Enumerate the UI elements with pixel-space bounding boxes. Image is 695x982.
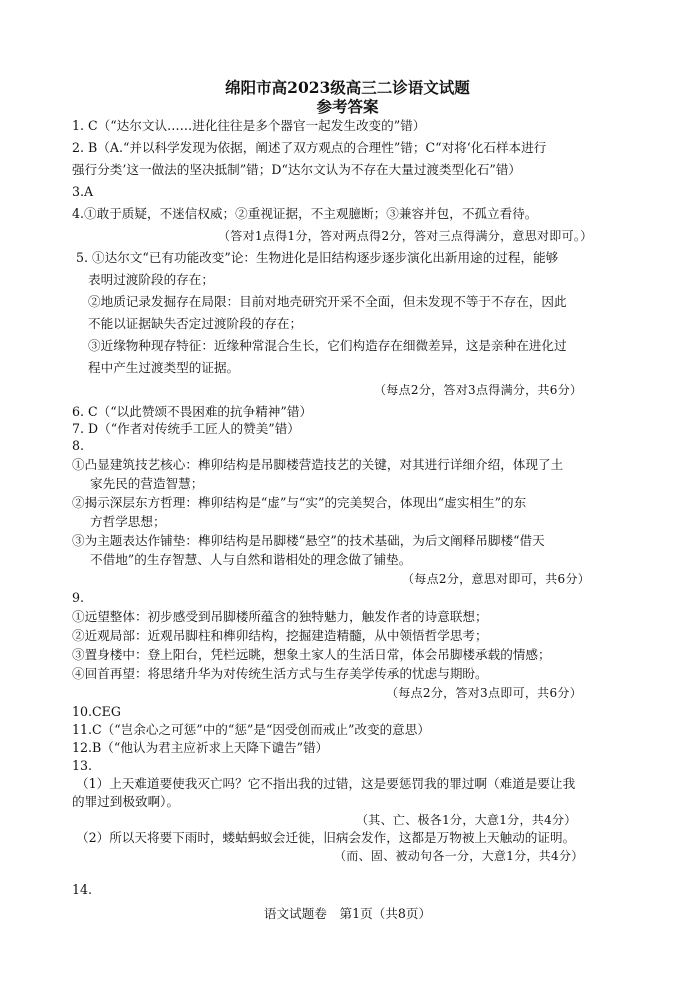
answer-5-scoring-note: （每点2分，答对3点得满分，共6分） — [374, 383, 583, 397]
document-subtitle: 参考答案 — [316, 97, 379, 116]
answer-12: 12.B（“他认为君主应祈求上天降下谴告”错） — [72, 740, 329, 755]
answer-9-point-4: ④回首再望：将思绪升华为对传统生活方式与生存美学传承的忧虑与期盼。 — [72, 666, 488, 681]
answer-3: 3.A — [72, 184, 94, 199]
answer-5-point-1-line-1: 5. ①达尔文“已有功能改变”论：生物进化是旧结构逐步逐步演化出新用途的过程，能够 — [76, 250, 559, 265]
answer-7: 7. D（“作者对传统手工匠人的赞美”错） — [72, 421, 300, 436]
answer-9-point-2: ②近观局部：近观吊脚柱和榫卯结构，挖掘建造精髓，从中领悟哲学思考； — [72, 628, 488, 643]
answer-1: 1. C（“达尔文认……进化往往是多个器官一起发生改变的”错） — [72, 118, 426, 133]
answer-13-label: 13. — [72, 758, 93, 773]
answer-13-1-line-1: （1）上天难道要使我灭亡吗？它不指出我的过错，这是要惩罚我的罪过啊（难道是要让我 — [76, 776, 576, 791]
answer-13-2-scoring-note: （而、固、被动句各一分，大意1分，共4分） — [334, 849, 584, 863]
answer-5-point-2-line-1: ②地质记录发掘存在局限：目前对地壳研究开采不全面，但未发现不等于不存在，因此 — [88, 294, 567, 309]
answer-9-scoring-note: （每点2分，答对3点即可，共6分） — [386, 686, 583, 700]
answer-10: 10.CEG — [72, 704, 121, 719]
answer-8-point-3-line-1: ③为主题表达作铺垫：榫卯结构是吊脚楼“悬空”的技术基础，为后文阐释吊脚楼“借天 — [72, 533, 545, 548]
answer-8-label: 8. — [72, 438, 85, 453]
answer-8-point-2-line-1: ②揭示深层东方哲理：榫卯结构是“虚”与“实”的完美契合，体现出“虚实相生”的东 — [72, 495, 527, 510]
answer-5-point-3-line-1: ③近缘物种现存特征：近缘种常混合生长，它们构造存在细微差异，这是亲种在进化过 — [88, 338, 567, 353]
answer-13-1-line-2: 的罪过到极致啊）。 — [72, 794, 180, 809]
answer-5-point-2-line-2: 不能以证据缺失否定过渡阶段的存在； — [88, 316, 303, 331]
answer-9-label: 9. — [72, 590, 85, 605]
answer-13-2: （2）所以天将要下雨时，蝼蛄蚂蚁会迁徙，旧病会发作，这都是万物被上天触动的证明。 — [76, 830, 576, 845]
answer-8-point-1-line-1: ①凸显建筑技艺核心：榫卯结构是吊脚楼营造技艺的关键，对其进行详细介绍，体现了土 — [72, 457, 564, 472]
answer-4: 4.①敢于质疑，不迷信权威；②重视证据，不主观臆断；③兼容并包，不孤立看待。 — [72, 206, 538, 221]
answer-13-1-scoring-note: （其、亡、极各1分，大意1分，共4分） — [356, 813, 577, 827]
answer-8-point-1-line-2: 家先民的营造智慧； — [90, 476, 204, 491]
answer-6: 6. C（“以此赞颂不畏困难的抗争精神”错） — [72, 404, 313, 419]
answer-4-scoring-note: （答对1点得1分，答对两点得2分，答对三点得满分，意思对即可。） — [218, 229, 593, 243]
page-footer: 语文试题卷 第1页（共8页） — [263, 906, 432, 921]
answer-8-scoring-note: （每点2分，意思对即可，共6分） — [402, 572, 591, 586]
answer-9-point-3: ③置身楼中：登上阳台，凭栏远眺，想象土家人的生活日常，体会吊脚楼承载的情感； — [72, 647, 551, 662]
answer-9-point-1: ①远望整体：初步感受到吊脚楼所蕴含的独特魅力，触发作者的诗意联想； — [72, 609, 488, 624]
answer-2-line-1: 2. B（A.“并以科学发现为依据，阐述了双方观点的合理性”错；C“对将‘化石样本进行 — [72, 140, 547, 155]
answer-5-point-3-line-2: 程中产生过渡类型的证据。 — [88, 360, 240, 375]
answer-8-point-3-line-2: 不借地”的生存智慧、人与自然和谐相处的理念做了铺垫。 — [90, 552, 412, 567]
answer-11: 11.C（“岂余心之可惩”中的“惩”是“因受创而戒止”改变的意思） — [72, 722, 430, 737]
answer-2-line-2: 强行分类’这一做法的坚决抵制”错；D“达尔文认为不存在大量过渡类型化石”错） — [72, 162, 522, 177]
document-title: 绵阳市高2023级高三二诊语文试题 — [225, 78, 470, 97]
answer-8-point-2-line-2: 方哲学思想； — [90, 514, 166, 529]
answer-14-label: 14. — [72, 882, 93, 897]
answer-5-point-1-line-2: 表明过渡阶段的存在； — [88, 272, 214, 287]
